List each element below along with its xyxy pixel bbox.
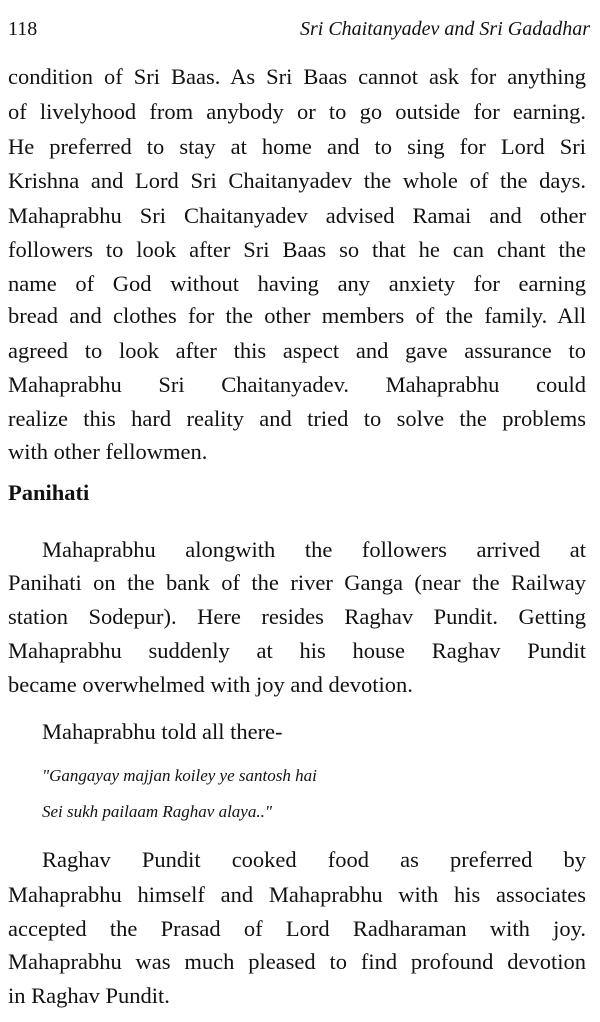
paragraph-1-line-10: Mahaprabhu Sri Chaitanyadev. Mahaprabhu could xyxy=(8,372,586,397)
paragraph-1-line-1: condition of Sri Baas. As Sri Baas cannot ask for anything xyxy=(8,64,586,89)
paragraph-4-line-3: accepted the Prasad of Lord Radharaman with joy. xyxy=(8,916,586,941)
paragraph-1-line-3: He preferred to stay at home and to sing for Lord Sri xyxy=(8,134,586,159)
paragraph-2-line-1: Mahaprabhu alongwith the followers arrived at xyxy=(42,537,586,562)
paragraph-2-line-4: Mahaprabhu suddenly at his house Raghav Pundit xyxy=(8,638,586,663)
paragraph-1-line-5: Mahaprabhu Sri Chaitanyadev advised Ramai and other xyxy=(8,203,586,228)
verse-line-1: "Gangayay majjan koiley ye santosh hai xyxy=(42,766,317,785)
page-number: 118 xyxy=(8,18,38,40)
paragraph-3: Mahaprabhu told all there- xyxy=(42,719,283,744)
paragraph-2-line-3: station Sodepur). Here resides Raghav Pundit. Getting xyxy=(8,604,586,629)
paragraph-1-line-12: with other fellowmen. xyxy=(8,439,208,464)
running-title: Sri Chaitanyadev and Sri Gadadhar xyxy=(300,18,590,40)
paragraph-1-line-9: agreed to look after this aspect and gave assurance to xyxy=(8,338,586,363)
paragraph-1-line-11: realize this hard reality and tried to solve the problems xyxy=(8,406,586,431)
paragraph-1-line-8: bread and clothes for the other members of the family. All xyxy=(8,303,586,328)
paragraph-1-line-4: Krishna and Lord Sri Chaitanyadev the whole of the days. xyxy=(8,168,586,193)
page-header xyxy=(8,18,590,48)
paragraph-2-line-2: Panihati on the bank of the river Ganga (near the Railway xyxy=(8,570,586,595)
paragraph-1-line-6: followers to look after Sri Baas so that he can chant the xyxy=(8,237,586,262)
paragraph-4-line-2: Mahaprabhu himself and Mahaprabhu with his associates xyxy=(8,882,586,907)
paragraph-4-line-4: Mahaprabhu was much pleased to find profound devotion xyxy=(8,949,586,974)
section-heading: Panihati xyxy=(8,480,90,505)
paragraph-2-line-5: became overwhelmed with joy and devotion. xyxy=(8,672,413,697)
paragraph-1-line-2: of livelyhood from anybody or to go outside for earning. xyxy=(8,99,586,124)
paragraph-4-line-5: in Raghav Pundit. xyxy=(8,983,170,1008)
verse-line-2: Sei sukh pailaam Raghav alaya.." xyxy=(42,802,272,821)
paragraph-4-line-1: Raghav Pundit cooked food as preferred by xyxy=(42,847,586,872)
paragraph-1-line-7: name of God without having any anxiety for earning xyxy=(8,271,586,296)
